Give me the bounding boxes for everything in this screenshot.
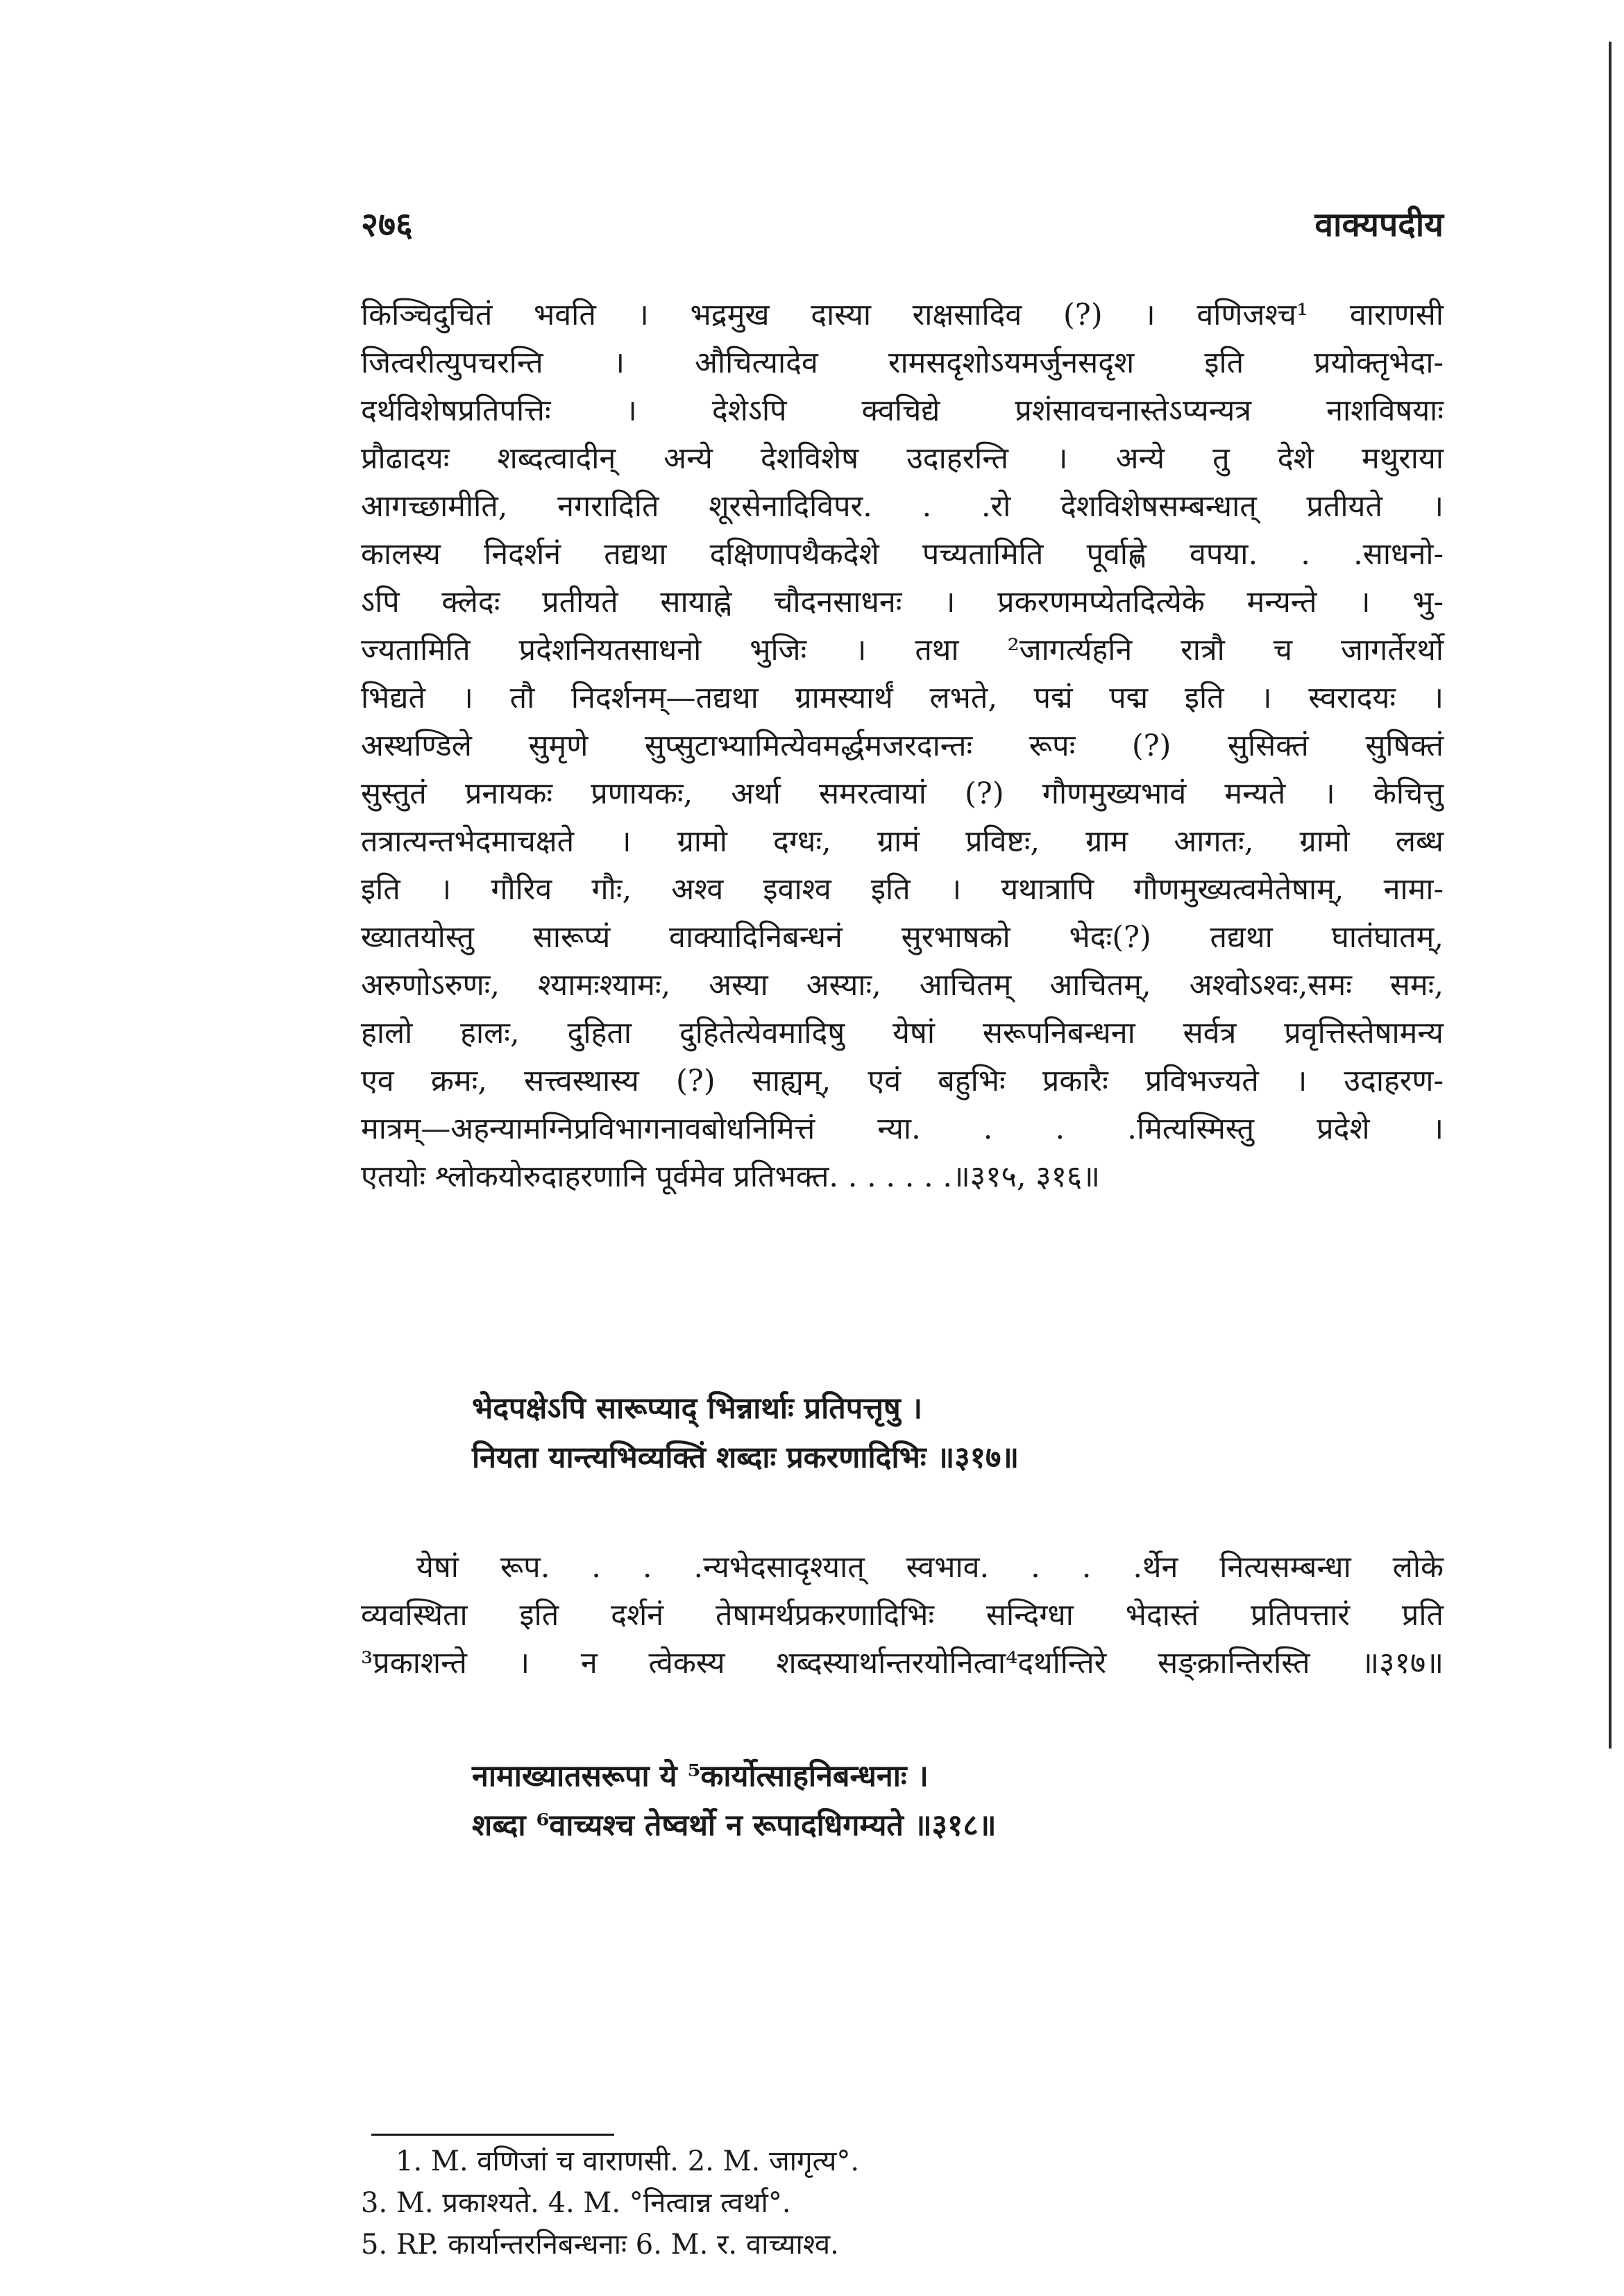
verse-318 [472, 1752, 1374, 1851]
footnote-line: 5. RP. कार्यान्तरनिबन्धनाः 6. M. र. वाच्याश्व. [361, 2229, 839, 2261]
text-line: इति । गौरिव गौः, अश्व इवाश्व इति । यथात्रापि गौणमुख्यत्वमेतेषाम्, नामा- [361, 872, 1444, 907]
text-line: कालस्य निदर्शनं तद्यथा दक्षिणापथैकदेशे पच्यतामिति पूर्वाह्णे वपया. . .साधनो- [361, 537, 1444, 572]
text-line: अरुणोऽरुणः, श्यामःश्यामः, अस्या अस्याः, आचितम् आचितम्, अश्वोऽश्वः,समः समः, [361, 968, 1444, 1003]
text-line: ऽपि क्लेदः प्रतीयते सायाह्ने चौदनसाधनः । प्रकरणमप्येतदित्येके मन्यन्ते । भु- [361, 585, 1444, 620]
text-line: किञ्चिदुचितं भवति । भद्रमुख दास्या राक्षसादिव (?) । वणिजश्च¹ वाराणसी [361, 298, 1444, 332]
text-line: प्रौढादयः शब्दत्वादीन् अन्ये देशविशेष उदाहरन्ति । अन्ये तु देशे मथुराया [361, 441, 1444, 476]
book-title: वाक्यपदीय [1314, 205, 1444, 244]
text-line: आगच्छामीति, नगरादिति शूरसेनादिविपर. . .रो देशविशेषसम्बन्धात् प्रतीयते । [361, 489, 1444, 524]
text-line: ख्यातयोस्तु सारूप्यं वाक्यादिनिबन्धनं सुरभाषको भेदः(?) तद्यथा घातंघातम्, [361, 920, 1444, 955]
text-line: मात्रम्—अहन्यामग्निप्रविभागनावबोधनिमित्तं न्या. . . .मित्यस्मिस्तु प्रदेशे । [361, 1112, 1444, 1146]
text-line: सुस्तुतं प्रनायकः प्रणायकः, अर्था समरत्वायां (?) गौणमुख्यभावं मन्यते । केचित्तु [361, 776, 1444, 811]
text-line: ³प्रकाशन्ते । न त्वेकस्य शब्दस्यार्थान्तरयोनित्वा⁴दर्थान्तिरे सङ्क्रान्तिरस्ति ॥३१७॥ [361, 1646, 1444, 1681]
verse-line: शब्दा ⁶वाच्यश्च तेष्वर्थो न रूपादधिगम्यते ॥३१८॥ [472, 1808, 997, 1843]
text-line: दर्थविशेषप्रतिपत्तिः । देशेऽपि क्वचिद्ये प्रशंसावचनास्तेऽप्यन्यत्र नाशविषयाः [361, 393, 1444, 428]
text-line: व्यवस्थिता इति दर्शनं तेषामर्थप्रकरणादिभिः सन्दिग्धा भेदास्तं प्रतिपत्तारं प्रति [361, 1598, 1444, 1633]
text-line: येषां रूप. . . .न्यभेदसादृश्यात् स्वभाव. . . .र्थेन नित्यसम्बन्धा लोके [416, 1550, 1444, 1585]
footnotes [361, 2141, 1263, 2265]
footnote-divider [371, 2134, 614, 2136]
commentary-317 [361, 1544, 1444, 1687]
text-line: एव क्रमः, सत्त्वस्थास्य (?) साह्यम्, एवं बहुभिः प्रकारैः प्रविभज्यते । उदाहरण- [361, 1064, 1444, 1098]
footnote-line: 1. M. वणिजां च वाराणसी. 2. M. जागृत्य°. [396, 2145, 860, 2177]
page-header [361, 201, 1444, 257]
text-line: एतयोः श्लोकयोरुदाहरणानि पूर्वमेव प्रतिभक्त. . . . . . .॥३१५, ३१६॥ [361, 1159, 1101, 1194]
page-number: २७६ [361, 205, 413, 244]
verse-line: भेदपक्षेऽपि सारूप्याद् भिन्नार्थाः प्रतिपत्तृषु । [472, 1391, 923, 1426]
text-line: अस्थण्डिले सुमृणे सुप्सुटाभ्यामित्येवमर्द्धमजरदान्तः रूपः (?) सुसिक्तं सुषिक्तं [361, 729, 1444, 763]
text-line: जित्वरीत्युपचरन्ति । औचित्यादेव रामसदृशोऽयमर्जुनसदृश इति प्रयोक्तृभेदा- [361, 346, 1444, 380]
scan-edge-line [1609, 42, 1612, 1749]
verse-317 [472, 1384, 1374, 1483]
verse-line: नियता यान्त्यभिव्यक्तिं शब्दाः प्रकरणादिभिः ॥३१७॥ [472, 1440, 1020, 1475]
main-text-block [361, 291, 1444, 1201]
footnote-line: 3. M. प्रकाश्यते. 4. M. °नित्वान्न त्वर्था°. [361, 2187, 791, 2219]
text-line: भिद्यते । तौ निदर्शनम्—तद्यथा ग्रामस्यार्थं लभते, पद्मं पद्म इति । स्वरादयः । [361, 681, 1444, 715]
verse-line: नामाख्यातसरूपा ये ⁵कार्योत्साहनिबन्धनाः । [472, 1759, 929, 1794]
text-line: हालो हालः, दुहिता दुहितेत्येवमादिषु येषां सरूपनिबन्धना सर्वत्र प्रवृत्तिस्तेषामन्य [361, 1016, 1444, 1051]
text-line: ज्यतामिति प्रदेशनियतसाधनो भुजिः । तथा ²जागर्त्यहनि रात्रौ च जागर्तेरर्थो [361, 633, 1444, 667]
text-line: तत्रात्यन्तभेदमाचक्षते । ग्रामो दग्धः, ग्रामं प्रविष्टः, ग्राम आगतः, ग्रामो लब्ध [361, 824, 1444, 859]
